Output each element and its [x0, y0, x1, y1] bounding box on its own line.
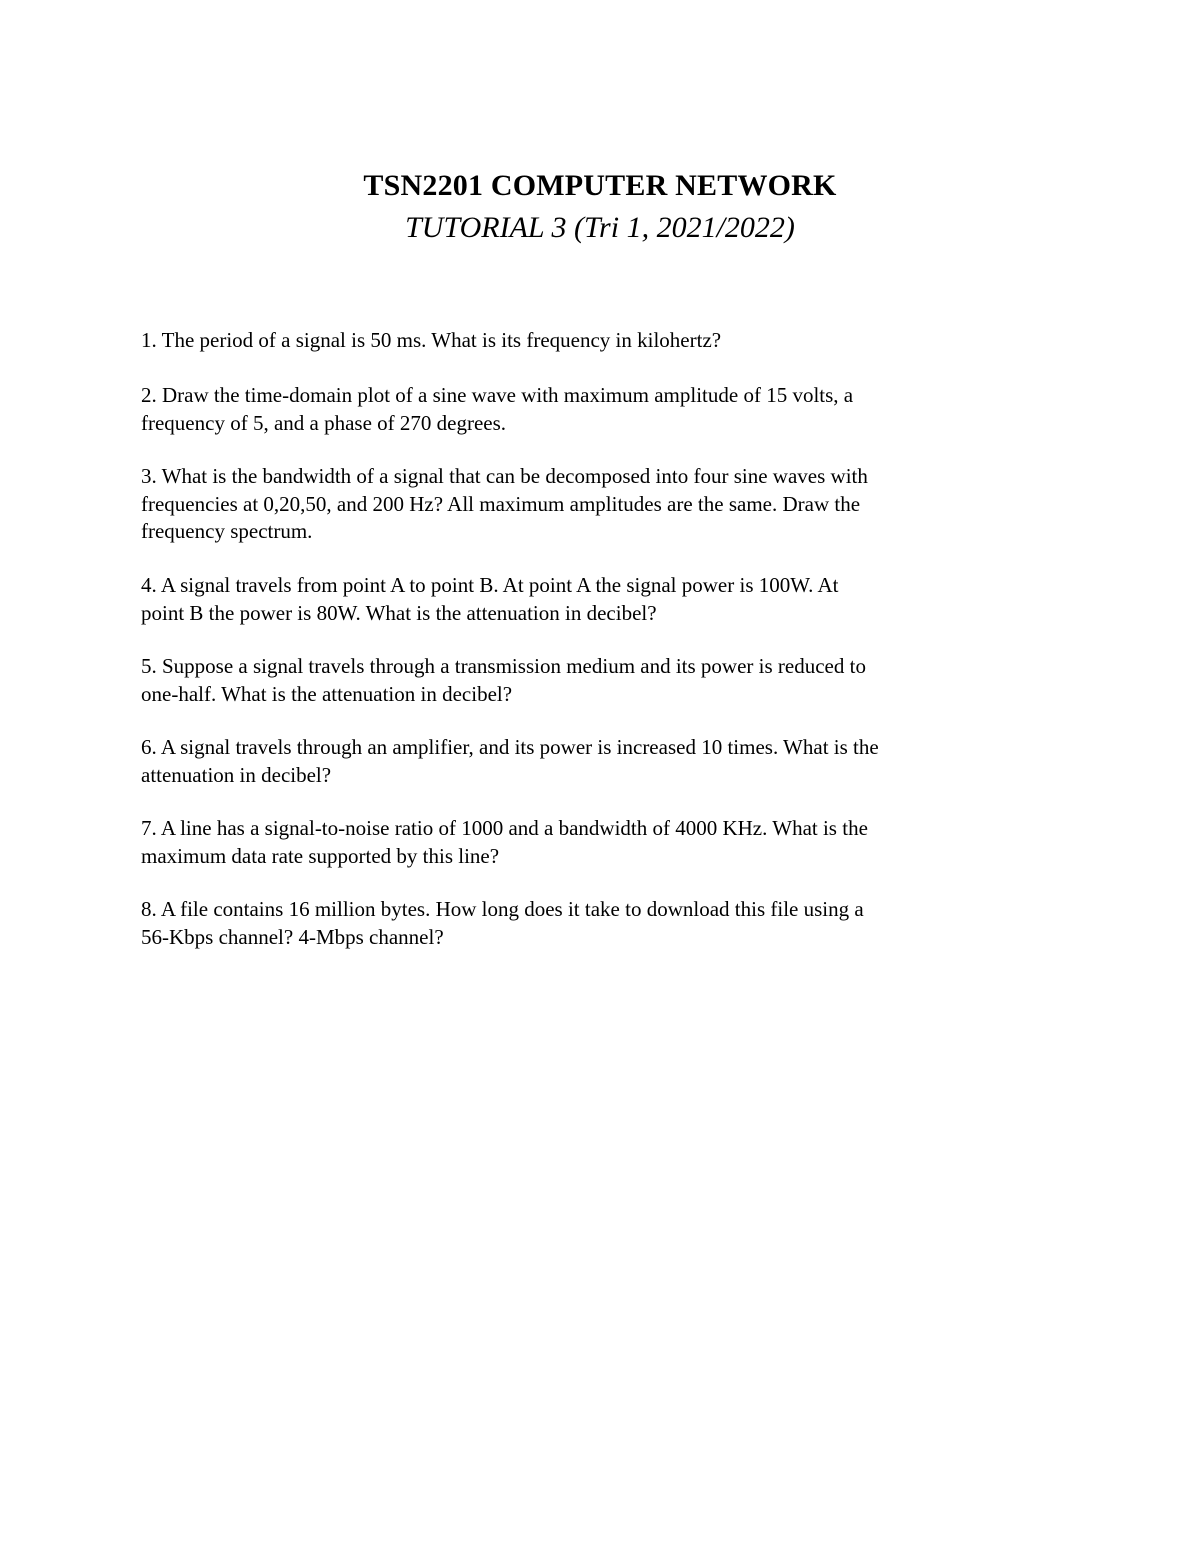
- question-4: 4. A signal travels from point A to point B. At point A the signal power is 100W. At point B the power is 80W. What is the attenuation in decibel?: [141, 573, 839, 625]
- question-2: 2. Draw the time-domain plot of a sine wave with maximum amplitude of 15 volts, a frequency of 5, and a phase of 270 degrees.: [141, 383, 854, 435]
- question-7: 7. A line has a signal-to-noise ratio of 1000 and a bandwidth of 4000 KHz. What is the maximum data rate supported by this line?: [141, 816, 868, 868]
- question-1: 1. The period of a signal is 50 ms. What is its frequency in kilohertz?: [141, 328, 722, 352]
- document-subtitle: TUTORIAL 3 (Tri 1, 2021/2022): [405, 211, 795, 244]
- question-6: 6. A signal travels through an amplifier, and its power is increased 10 times. What is the attenuation in decibel?: [141, 735, 879, 787]
- question-8: 8. A file contains 16 million bytes. How long does it take to download this file using a 56-Kbps channel? 4-Mbps channel?: [141, 897, 864, 949]
- document-title: TSN2201 COMPUTER NETWORK: [363, 169, 837, 202]
- question-5: 5. Suppose a signal travels through a transmission medium and its power is reduced to one-half. What is the attenuation in decibel?: [141, 654, 866, 706]
- question-3: 3. What is the bandwidth of a signal that can be decomposed into four sine waves with frequencies at 0,20,50, and 200 Hz? All maximum amplitudes are the same. Draw the frequency spectrum.: [141, 464, 868, 543]
